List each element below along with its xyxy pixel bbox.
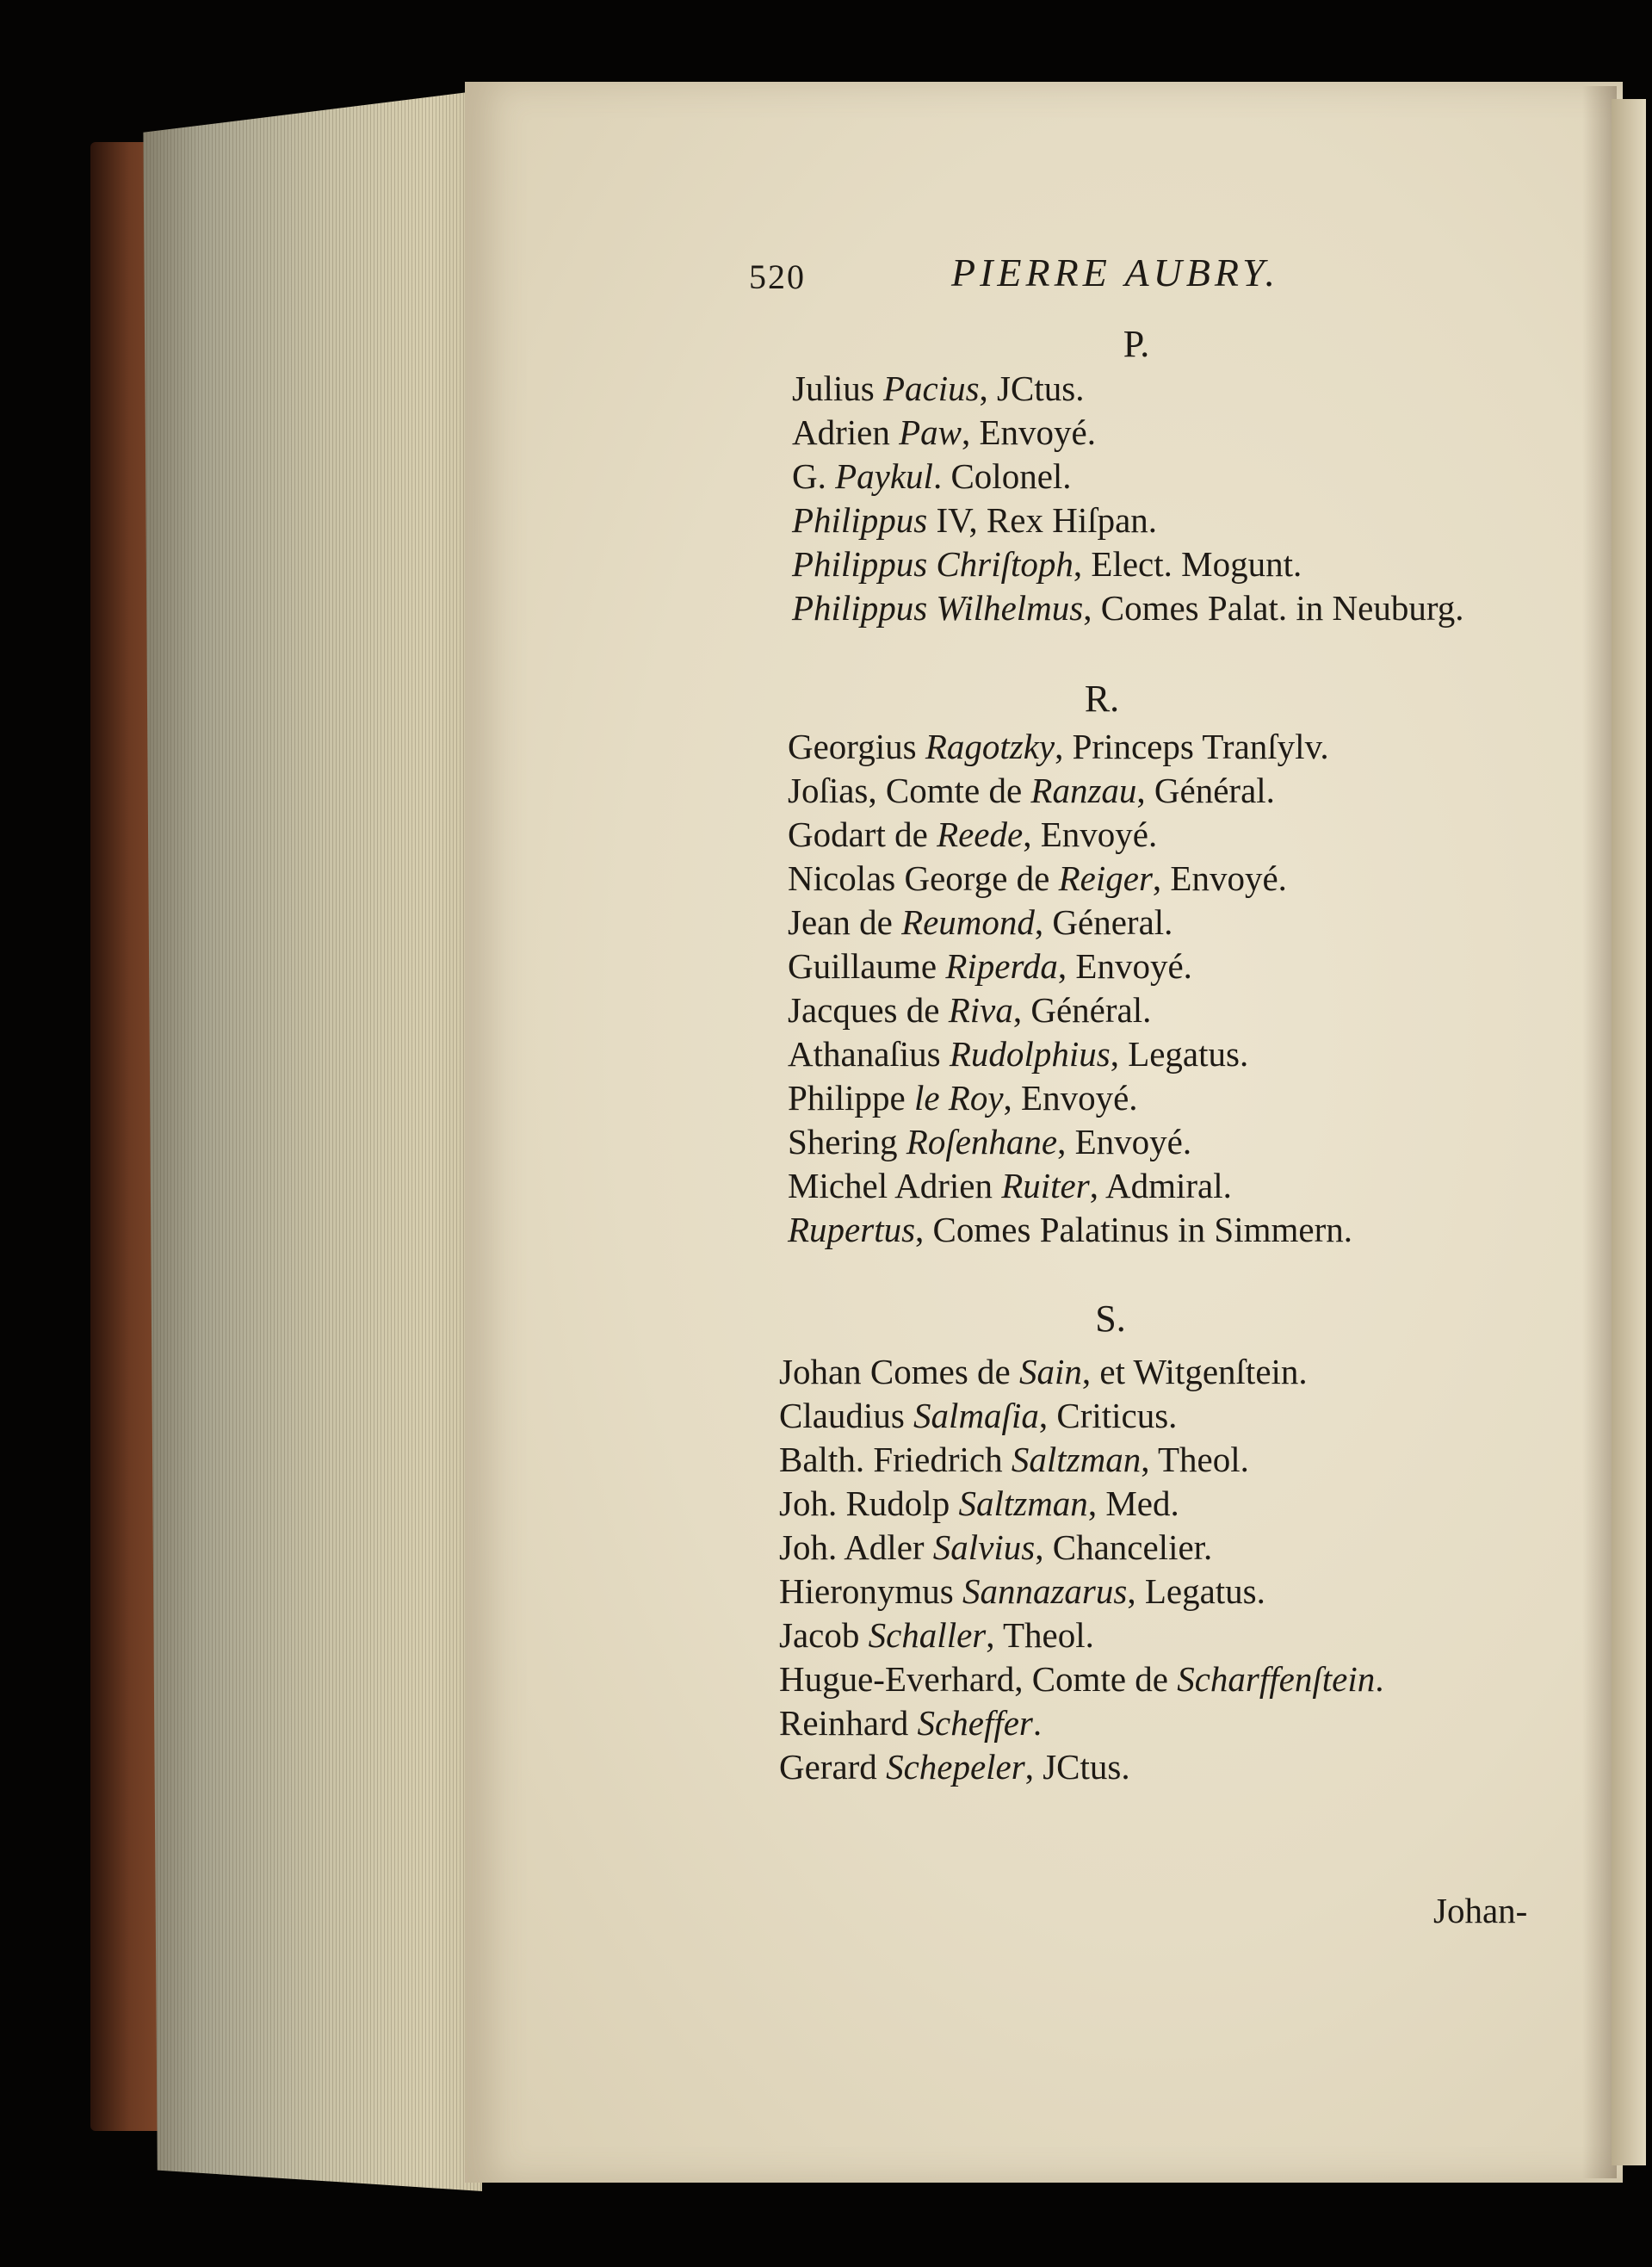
entry-suffix: .	[1375, 1659, 1384, 1699]
entry-name: Sain	[1019, 1352, 1082, 1391]
entry-name: Paykul	[835, 456, 933, 496]
section-p	[749, 322, 1575, 630]
entry-suffix: , Géneral.	[1034, 902, 1173, 942]
entry-suffix: IV, Rex Hiſpan.	[927, 500, 1158, 540]
entry-suffix: , Envoyé.	[1152, 858, 1287, 898]
entry-name: Reede	[937, 815, 1024, 854]
entry-suffix: , Général.	[1012, 990, 1152, 1030]
entry-name: Reumond	[901, 902, 1035, 942]
entry-suffix: , Admiral.	[1089, 1166, 1232, 1205]
entry-suffix: , Princeps Tranſylv.	[1055, 727, 1329, 766]
entry-suffix: , Envoyé.	[1057, 946, 1192, 986]
page-number: 520	[749, 257, 806, 296]
index-entry	[779, 1657, 1575, 1701]
entry-prefix: Reinhard	[779, 1703, 918, 1743]
entry-list	[792, 367, 1575, 630]
entry-prefix: Jacob	[779, 1615, 869, 1655]
index-entry	[779, 1614, 1575, 1657]
entry-suffix: , JCtus.	[1024, 1747, 1130, 1787]
page-edges	[129, 90, 482, 2191]
section-letter: P.	[1123, 323, 1150, 365]
index-entry	[788, 725, 1575, 769]
entry-name: Reiger	[1058, 858, 1153, 898]
index-entry	[788, 1208, 1575, 1252]
index-entry	[788, 769, 1575, 813]
index-entry	[792, 586, 1575, 630]
entry-name: Roſenhane	[906, 1122, 1058, 1161]
entry-prefix: Jean de	[788, 902, 902, 942]
entry-prefix: Jacques de	[788, 990, 949, 1030]
entry-prefix: Julius	[792, 369, 883, 408]
entry-suffix: . Colonel.	[932, 456, 1072, 496]
entry-name: Philippus Chriſtoph	[792, 544, 1073, 584]
section-letter: R.	[1084, 678, 1120, 720]
entry-prefix: Johan Comes de	[779, 1352, 1019, 1391]
entry-prefix: Michel Adrien	[788, 1166, 1002, 1205]
index-entry	[779, 1350, 1575, 1394]
entry-name: Salmaſia	[913, 1396, 1039, 1435]
catchword: Johan-	[1433, 1891, 1528, 1930]
entry-suffix: .	[1032, 1703, 1043, 1743]
index-entry	[792, 367, 1575, 411]
entry-list	[788, 725, 1575, 1252]
entry-prefix: Shering	[788, 1122, 906, 1161]
entry-prefix: Joh. Adler	[779, 1527, 933, 1567]
index-entry	[779, 1394, 1575, 1438]
entry-name: Schaller	[868, 1615, 987, 1655]
index-entry	[779, 1438, 1575, 1482]
entry-suffix: , Envoyé.	[1023, 815, 1158, 854]
entry-name: Rudolphius	[949, 1034, 1111, 1074]
entry-suffix: , Envoyé.	[1057, 1122, 1192, 1161]
entry-suffix: , Comes Palat. in Neuburg.	[1083, 588, 1464, 628]
running-title: PIERRE AUBRY.	[951, 251, 1280, 294]
index-entry	[779, 1526, 1575, 1570]
section-letter: S.	[1095, 1298, 1126, 1340]
index-entry	[788, 857, 1575, 901]
entry-name: Salvius	[932, 1527, 1036, 1567]
entry-prefix: Joſias, Comte de	[788, 771, 1031, 810]
entry-name: Saltzman	[1011, 1440, 1142, 1479]
entry-suffix: , Med.	[1087, 1483, 1179, 1523]
entry-prefix: Nicolas George de	[788, 858, 1059, 898]
entry-prefix: Joh. Rudolp	[779, 1483, 959, 1523]
index-entry	[792, 455, 1575, 499]
entry-prefix: Balth. Friedrich	[779, 1440, 1012, 1479]
index-entry	[779, 1745, 1575, 1789]
entry-name: Ruiter	[1001, 1166, 1090, 1205]
page-text	[749, 250, 1575, 1789]
entry-suffix: , Envoyé.	[1003, 1078, 1138, 1118]
entry-prefix: Hieronymus	[779, 1571, 962, 1611]
index-entry	[792, 411, 1575, 455]
entry-prefix: Athanaſius	[788, 1034, 950, 1074]
entry-suffix: , Général.	[1136, 771, 1275, 810]
index-entry	[788, 988, 1575, 1032]
entry-prefix: Guillaume	[788, 946, 946, 986]
index-entry	[792, 542, 1575, 586]
entry-suffix: , et Witgenſtein.	[1081, 1352, 1308, 1391]
entry-suffix: , Theol.	[986, 1615, 1094, 1655]
entry-prefix: Adrien	[792, 412, 900, 452]
index-entry	[788, 901, 1575, 945]
entry-suffix: , JCtus.	[979, 369, 1085, 408]
running-header	[749, 250, 1575, 310]
entry-name: Ranzau	[1030, 771, 1137, 810]
entry-suffix: , Legatus.	[1110, 1034, 1249, 1074]
entry-name: Riva	[948, 990, 1013, 1030]
index-entry	[792, 499, 1575, 542]
entry-name: Scharffenſtein	[1177, 1659, 1376, 1699]
entry-name: Riperda	[945, 946, 1058, 986]
entry-name: Saltzman	[958, 1483, 1088, 1523]
entry-suffix: , Elect. Mogunt.	[1073, 544, 1302, 584]
entry-prefix: Gerard	[779, 1747, 887, 1787]
entry-suffix: , Envoyé.	[962, 412, 1097, 452]
entry-prefix: Godart de	[788, 815, 937, 854]
entry-name: Rupertus	[788, 1210, 916, 1249]
entry-suffix: , Legatus.	[1127, 1571, 1265, 1611]
entry-suffix: , Criticus.	[1038, 1396, 1178, 1435]
index-entry	[788, 813, 1575, 857]
entry-suffix: , Comes Palatinus in Simmern.	[915, 1210, 1352, 1249]
entry-name: le Roy	[913, 1078, 1004, 1118]
entry-name: Sannazarus	[962, 1571, 1128, 1611]
section-s	[749, 1288, 1575, 1789]
entry-name: Paw	[899, 412, 962, 452]
index-entry	[779, 1570, 1575, 1614]
index-entry	[779, 1701, 1575, 1745]
index-entry	[788, 1076, 1575, 1120]
index-entry	[788, 1032, 1575, 1076]
entry-name: Philippus Wilhelmus	[792, 588, 1084, 628]
entry-prefix: Claudius	[779, 1396, 914, 1435]
entry-name: Philippus	[792, 500, 928, 540]
entry-prefix: G.	[792, 456, 836, 496]
index-entry	[788, 1120, 1575, 1164]
entry-name: Schepeler	[886, 1747, 1025, 1787]
entry-suffix: , Theol.	[1141, 1440, 1249, 1479]
entry-list	[779, 1350, 1575, 1789]
index-entry	[788, 1164, 1575, 1208]
index-entry	[779, 1482, 1575, 1526]
entry-suffix: , Chancelier.	[1035, 1527, 1213, 1567]
facing-page-edge	[1612, 99, 1646, 2165]
entry-name: Ragotzky	[925, 727, 1055, 766]
entry-prefix: Philippe	[788, 1078, 914, 1118]
entry-prefix: Hugue-Everhard, Comte de	[779, 1659, 1178, 1699]
section-r	[749, 673, 1575, 1252]
index-entry	[788, 945, 1575, 988]
entry-name: Pacius	[882, 369, 980, 408]
entry-name: Scheffer	[917, 1703, 1033, 1743]
entry-prefix: Georgius	[788, 727, 925, 766]
